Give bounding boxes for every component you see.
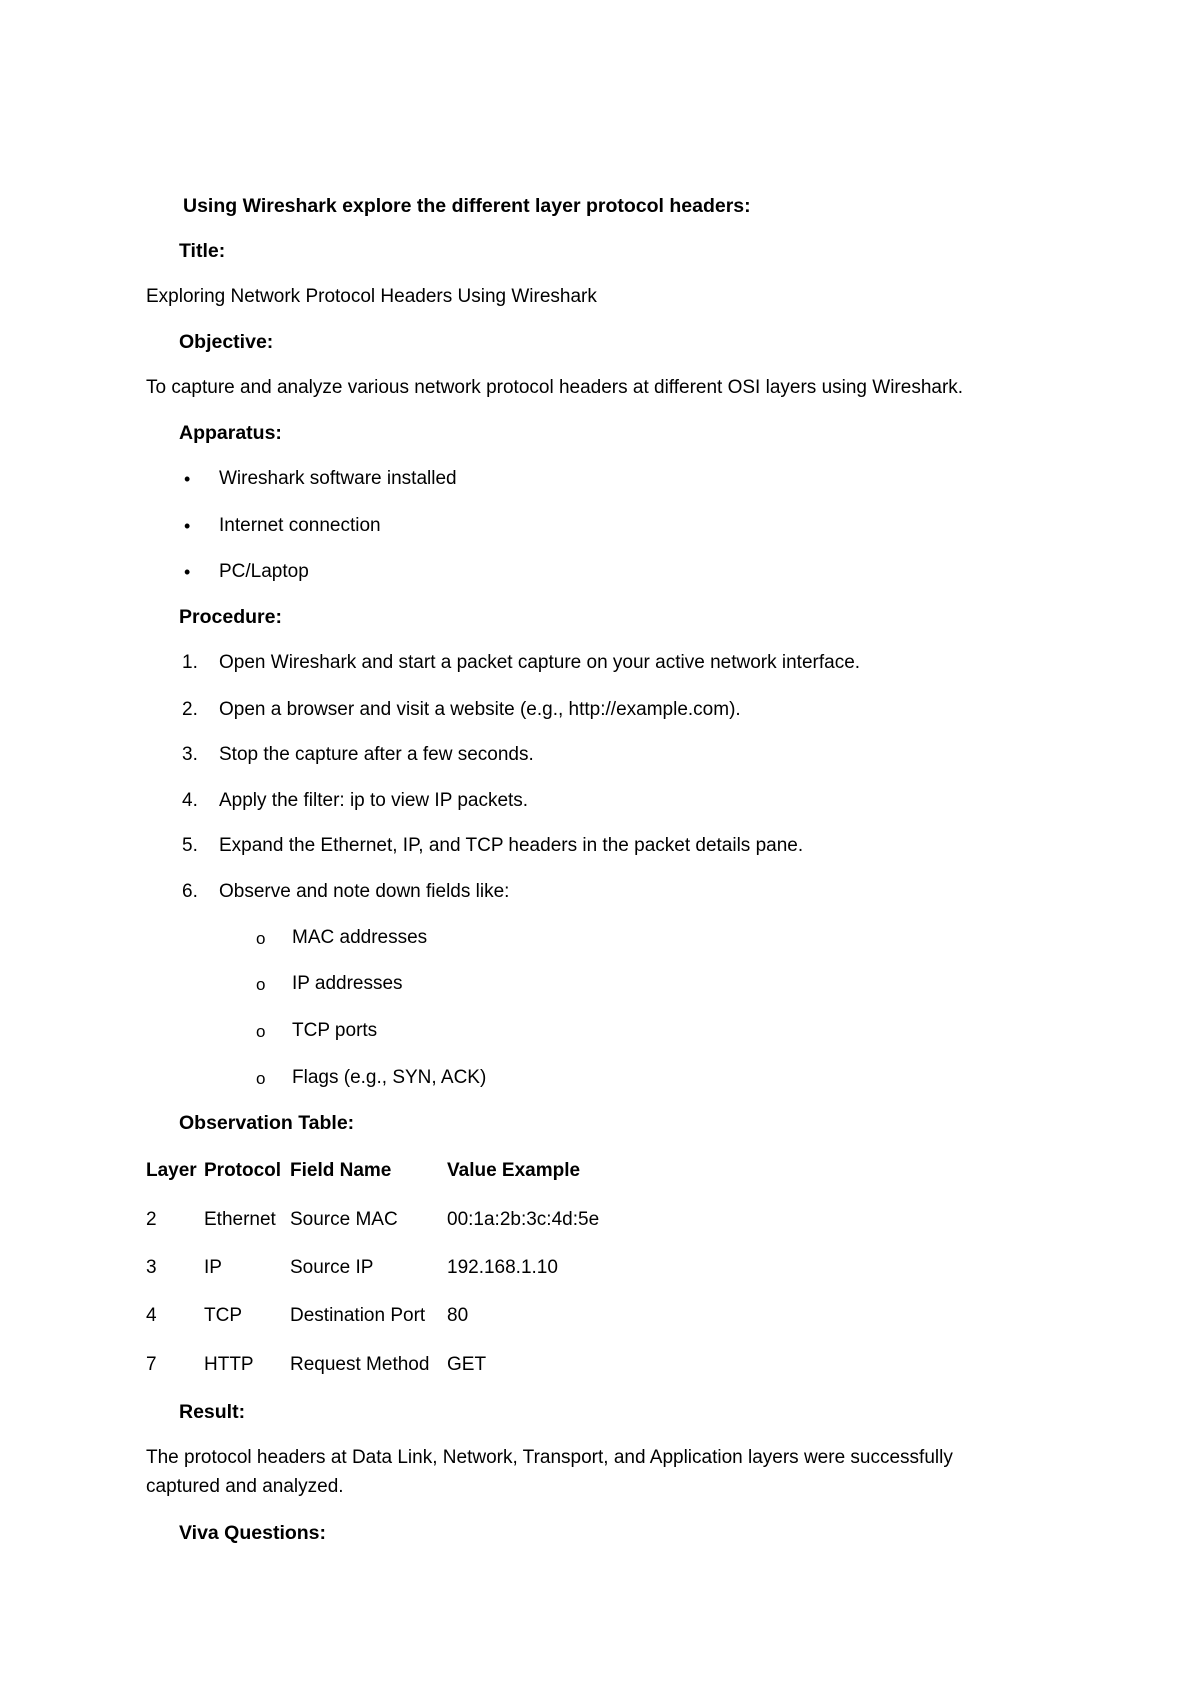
apparatus-label: Apparatus: xyxy=(179,422,282,444)
table-cell: HTTP xyxy=(204,1354,254,1375)
sub-bullet: o xyxy=(256,929,266,948)
objective-label: Objective: xyxy=(179,331,274,353)
table-cell: 80 xyxy=(447,1305,469,1326)
apparatus-item: Internet connection xyxy=(219,515,381,536)
table-cell: 4 xyxy=(146,1305,157,1326)
list-number: 3. xyxy=(182,744,198,765)
procedure-step: Stop the capture after a few seconds. xyxy=(219,744,534,765)
document-heading: Using Wireshark explore the different layer protocol headers: xyxy=(183,195,751,217)
procedure-label: Procedure: xyxy=(179,606,282,628)
sub-item: Flags (e.g., SYN, ACK) xyxy=(292,1067,487,1088)
procedure-step: Open Wireshark and start a packet capture on your active network interface. xyxy=(219,652,861,673)
table-header-cell: Value Example xyxy=(447,1160,581,1181)
table-cell: 3 xyxy=(146,1257,157,1278)
table-cell: 7 xyxy=(146,1354,157,1375)
viva-label: Viva Questions: xyxy=(179,1522,327,1544)
apparatus-item: Wireshark software installed xyxy=(219,468,457,489)
procedure-step: Apply the filter: ip to view IP packets. xyxy=(219,790,529,811)
list-number: 6. xyxy=(182,881,198,902)
table-cell: IP xyxy=(204,1257,222,1278)
table-cell: Source MAC xyxy=(290,1209,398,1230)
list-bullet: • xyxy=(184,562,191,582)
list-bullet: • xyxy=(184,516,191,536)
title-label: Title: xyxy=(179,240,226,262)
procedure-step: Expand the Ethernet, IP, and TCP headers in the packet details pane. xyxy=(219,835,804,856)
sub-item: IP addresses xyxy=(292,973,403,994)
procedure-step: Open a browser and visit a website (e.g., http://example.com). xyxy=(219,699,741,720)
table-cell: GET xyxy=(447,1354,487,1375)
sub-bullet: o xyxy=(256,1022,266,1041)
list-number: 5. xyxy=(182,835,198,856)
list-number: 1. xyxy=(182,652,198,673)
table-cell: 00:1a:2b:3c:4d:5e xyxy=(447,1209,600,1230)
result-text-line: The protocol headers at Data Link, Network, Transport, and Application layers were successfully xyxy=(146,1447,953,1468)
list-number: 2. xyxy=(182,699,198,720)
result-text-line: captured and analyzed. xyxy=(146,1476,344,1497)
table-cell: Ethernet xyxy=(204,1209,276,1230)
objective-text: To capture and analyze various network protocol headers at different OSI layers using Wireshark. xyxy=(146,377,964,398)
title-text: Exploring Network Protocol Headers Using Wireshark xyxy=(146,286,597,307)
apparatus-item: PC/Laptop xyxy=(219,561,309,582)
result-label: Result: xyxy=(179,1401,246,1423)
sub-bullet: o xyxy=(256,975,266,994)
sub-item: MAC addresses xyxy=(292,927,428,948)
procedure-step: Observe and note down fields like: xyxy=(219,881,510,902)
table-cell: 192.168.1.10 xyxy=(447,1257,558,1278)
table-header-cell: Field Name xyxy=(290,1160,392,1181)
table-cell: Request Method xyxy=(290,1354,430,1375)
table-cell: TCP xyxy=(204,1305,242,1326)
observation-label: Observation Table: xyxy=(179,1112,355,1134)
list-bullet: • xyxy=(184,469,191,489)
table-header-cell: Protocol xyxy=(204,1160,282,1181)
table-cell: Source IP xyxy=(290,1257,374,1278)
table-header-cell: Layer xyxy=(146,1160,197,1181)
list-number: 4. xyxy=(182,790,198,811)
sub-bullet: o xyxy=(256,1069,266,1088)
sub-item: TCP ports xyxy=(292,1020,378,1041)
table-cell: 2 xyxy=(146,1209,157,1230)
table-cell: Destination Port xyxy=(290,1305,426,1326)
